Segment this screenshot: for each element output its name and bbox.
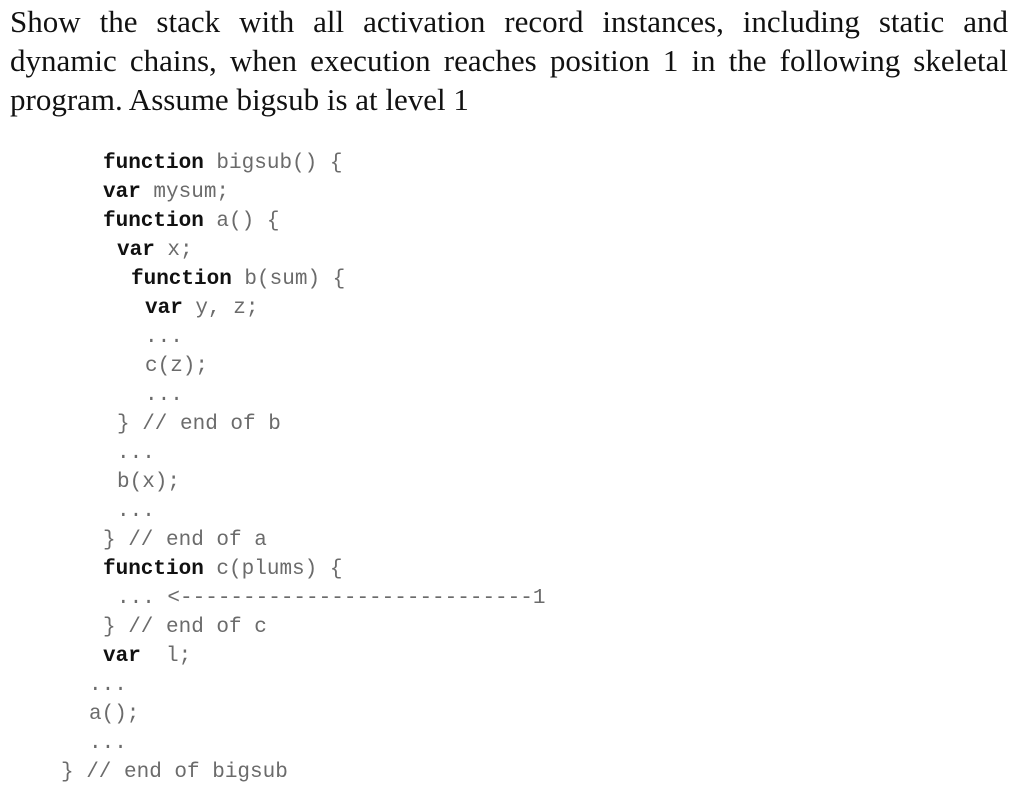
code-keyword: var bbox=[145, 297, 183, 320]
code-line-2 bbox=[103, 179, 229, 207]
code-keyword: var bbox=[117, 239, 155, 262]
code-text: bigsub() { bbox=[203, 152, 343, 175]
code-text: a() { bbox=[203, 210, 280, 233]
code-text: b(x); bbox=[117, 471, 181, 494]
code-keyword: function bbox=[103, 210, 204, 233]
code-text: } // end of b bbox=[117, 413, 281, 436]
code-line-13 bbox=[117, 498, 155, 526]
code-keyword: function bbox=[131, 268, 232, 291]
code-text: ... bbox=[89, 732, 127, 755]
code-text: x; bbox=[154, 239, 193, 262]
code-text: } // end of bigsub bbox=[61, 761, 288, 784]
code-line-1 bbox=[103, 150, 342, 178]
code-line-21 bbox=[89, 730, 127, 758]
code-line-11 bbox=[117, 440, 155, 468]
code-text: y, z; bbox=[182, 297, 259, 320]
code-text: } // end of c bbox=[103, 616, 267, 639]
code-line-5 bbox=[131, 266, 345, 294]
question-line-2: dynamic chains, when execution reaches position 1 in the following skeletal bbox=[10, 43, 1008, 78]
code-line-12 bbox=[117, 469, 180, 497]
code-text: ... <----------------------------1 bbox=[117, 587, 546, 610]
code-line-17 bbox=[103, 614, 267, 642]
code-line-6 bbox=[145, 295, 258, 323]
code-text: a(); bbox=[89, 703, 140, 726]
code-keyword: var bbox=[103, 181, 141, 204]
code-text: } // end of a bbox=[103, 529, 267, 552]
question-line-3: program. Assume bigsub is at level 1 bbox=[10, 82, 469, 117]
code-line-18 bbox=[103, 643, 191, 671]
code-text: c(plums) { bbox=[203, 558, 343, 581]
code-line-15 bbox=[103, 556, 342, 584]
code-text: b(sum) { bbox=[231, 268, 346, 291]
code-line-7 bbox=[145, 324, 183, 352]
code-text: l; bbox=[140, 645, 192, 668]
code-text: c(z); bbox=[145, 355, 209, 378]
code-line-9 bbox=[145, 382, 183, 410]
code-line-10 bbox=[117, 411, 281, 439]
code-keyword: function bbox=[103, 558, 204, 581]
code-text: mysum; bbox=[140, 181, 230, 204]
code-line-14 bbox=[103, 527, 267, 555]
code-keyword: var bbox=[103, 645, 141, 668]
code-line-4 bbox=[117, 237, 193, 265]
code-text: ... bbox=[145, 326, 183, 349]
code-line-3 bbox=[103, 208, 279, 236]
code-text: ... bbox=[145, 384, 183, 407]
question-line-1: Show the stack with all activation record instances, including static and bbox=[10, 4, 1008, 39]
code-line-8 bbox=[145, 353, 208, 381]
code-line-22 bbox=[61, 759, 288, 787]
code-text: ... bbox=[89, 674, 127, 697]
code-text: ... bbox=[117, 442, 155, 465]
code-keyword: function bbox=[103, 152, 204, 175]
code-line-19 bbox=[89, 672, 127, 700]
code-line-16-position-1 bbox=[117, 585, 545, 613]
code-text: ... bbox=[117, 500, 155, 523]
code-line-20 bbox=[89, 701, 139, 729]
